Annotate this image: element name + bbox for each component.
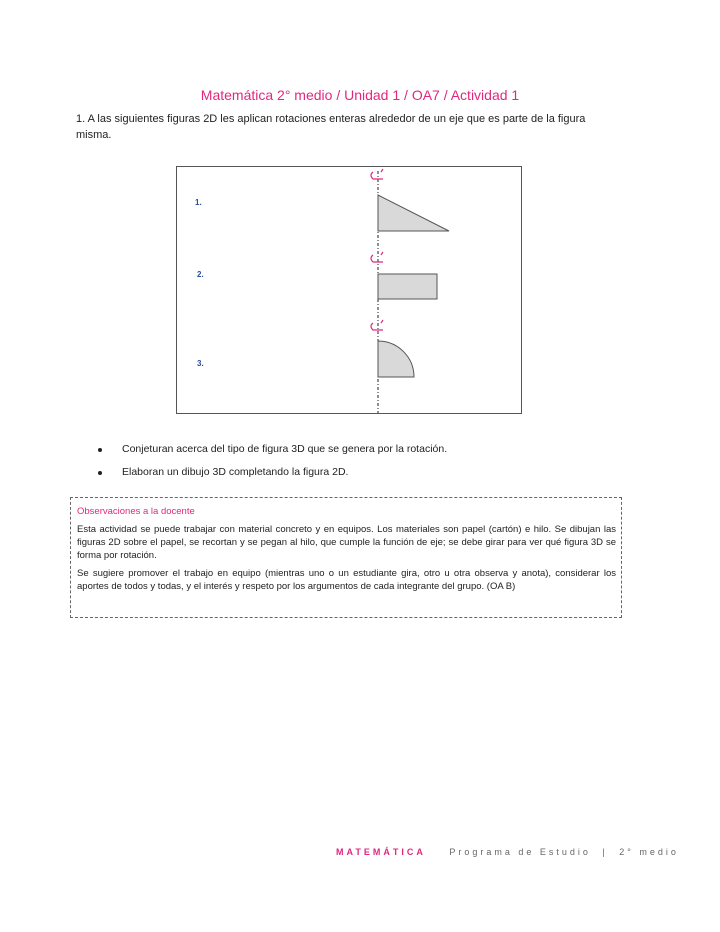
bullet-icon bbox=[98, 448, 102, 452]
figure-label: 1. bbox=[195, 198, 202, 207]
figure-label: 3. bbox=[197, 359, 204, 368]
figure-label: 2. bbox=[197, 270, 204, 279]
list-item bbox=[92, 438, 612, 461]
observations-title: Observaciones a la docente bbox=[77, 506, 195, 517]
footer-program: Programa de Estudio bbox=[449, 847, 591, 857]
rotation-arrow-icon bbox=[371, 252, 383, 262]
question-text: 1. A las siguientes figuras 2D les aplican rotaciones enteras alrededor de un eje que es parte de la figura misma. bbox=[76, 113, 586, 141]
bullet-list bbox=[92, 438, 612, 484]
figures-drawing bbox=[177, 167, 523, 415]
observations-paragraph: Se sugiere promover el trabajo en equipo (mientras uno o un estudiante gira, otro u otra observa y anota), considerar los aportes de todos y todas, y el interés y respeto por los argumentos de cada integrante del grupo. (OA B) bbox=[77, 568, 616, 592]
footer-separator: | bbox=[602, 847, 608, 857]
teacher-observations-box bbox=[70, 497, 622, 618]
observations-paragraph: Esta actividad se puede trabajar con material concreto y en equipos. Los materiales son papel (cartón) e hilo. Se dibujan las figuras 2D sobre el papel, se recortan y se pegan al hilo, que cumple la función de eje; se debe girar para ver qué figura 3D se forma por rotación. bbox=[77, 524, 616, 561]
list-item bbox=[92, 461, 612, 484]
footer-brand: MATEMÁTICA bbox=[336, 847, 426, 857]
bullet-icon bbox=[98, 471, 102, 475]
bullet-text: Conjeturan acerca del tipo de figura 3D que se genera por la rotación. bbox=[122, 443, 448, 455]
rotation-arrow-icon bbox=[371, 169, 383, 179]
page-title: Matemática 2° medio / Unidad 1 / OA7 / Actividad 1 bbox=[200, 87, 520, 103]
footer-level: 2° medio bbox=[619, 847, 679, 857]
page-footer bbox=[336, 847, 679, 857]
figures-panel bbox=[176, 166, 522, 414]
rotation-arrow-icon bbox=[371, 320, 383, 330]
triangle-shape bbox=[378, 195, 449, 231]
bullet-text: Elaboran un dibujo 3D completando la figura 2D. bbox=[122, 466, 349, 478]
rectangle-shape bbox=[378, 274, 437, 299]
quarter-circle-shape bbox=[378, 341, 414, 377]
